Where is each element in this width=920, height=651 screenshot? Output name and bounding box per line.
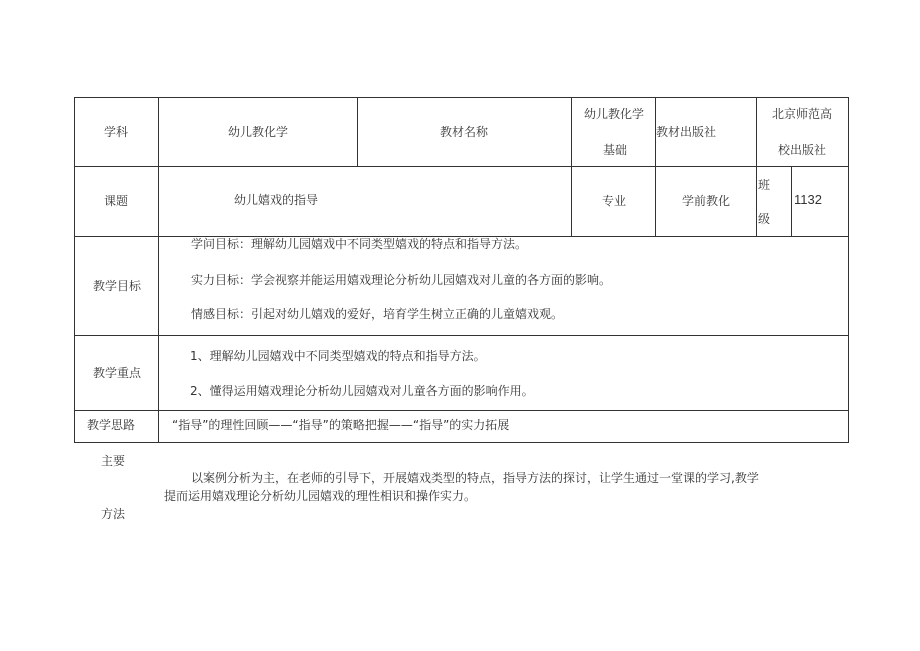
major-label: 专业	[602, 194, 627, 208]
goal-ability: 实力目标：学会视察并能运用嬉戏理论分析幼儿园嬉戏对儿童的各方面的影响。	[191, 273, 612, 287]
main-methods-text-line2: 提而运用嬉戏理论分析幼儿园嬉戏的理性相识和操作实力。	[164, 489, 477, 503]
row1-divider-c	[655, 97, 656, 237]
row1-divider-a	[357, 97, 358, 167]
row-divider-4	[74, 410, 849, 411]
major-value: 学前教化	[682, 194, 731, 208]
publisher-label: 教材出版社	[656, 125, 717, 139]
teaching-approach-label: 教学思路	[87, 418, 136, 432]
class-value: 1132	[794, 192, 822, 207]
topic-label: 课题	[104, 194, 129, 208]
row2-divider-e	[791, 166, 792, 236]
topic-value: 幼儿嬉戏的指导	[234, 193, 319, 207]
publisher-value-line2: 校出版社	[778, 143, 827, 157]
focus-point-1: 1、理解幼儿园嬉戏中不同类型嬉戏的特点和指导方法。	[190, 349, 486, 363]
table-border-bottom	[74, 442, 849, 443]
label-column-divider	[158, 97, 159, 443]
focus-point-2: 2、懂得运用嬉戏理论分析幼儿园嬉戏对儿童各方面的影响作用。	[190, 384, 534, 398]
main-methods-text-line1: 以案例分析为主，在老师的引导下，开展嬉戏类型的特点，指导方法的探讨，让学生通过一堂课的学习,教学	[191, 471, 759, 485]
subject-value: 幼儿教化学	[228, 125, 289, 139]
class-label-line1: 班	[758, 178, 771, 192]
teaching-focus-label: 教学重点	[93, 366, 142, 380]
textbook-value-line2: 基础	[603, 143, 628, 157]
main-methods-label-line1: 主要	[101, 454, 126, 468]
table-border-top	[74, 97, 849, 98]
teaching-approach-value: “指导”的理性回顾——“指导”的策略把握——“指导”的实力拓展	[172, 418, 510, 432]
goal-emotion: 情感目标：引起对幼儿嬉戏的爱好，培育学生树立正确的儿童嬉戏观。	[191, 307, 564, 321]
goal-knowledge: 学问目标：理解幼儿园嬉戏中不同类型嬉戏的特点和指导方法。	[191, 237, 528, 251]
textbook-label: 教材名称	[440, 125, 489, 139]
class-label-line2: 级	[758, 212, 771, 226]
row-divider-3	[74, 335, 849, 336]
publisher-value-line1: 北京师范高	[772, 107, 833, 121]
teaching-goals-label: 教学目标	[93, 279, 142, 293]
table-border-right	[848, 97, 849, 443]
row1-divider-b	[571, 97, 572, 237]
main-methods-label-line2: 方法	[101, 507, 126, 521]
subject-label: 学科	[104, 125, 129, 139]
table-border-left	[74, 97, 75, 443]
row-divider-1	[74, 166, 849, 167]
row1-divider-d	[756, 97, 757, 237]
textbook-value-line1: 幼儿教化学	[584, 107, 645, 121]
